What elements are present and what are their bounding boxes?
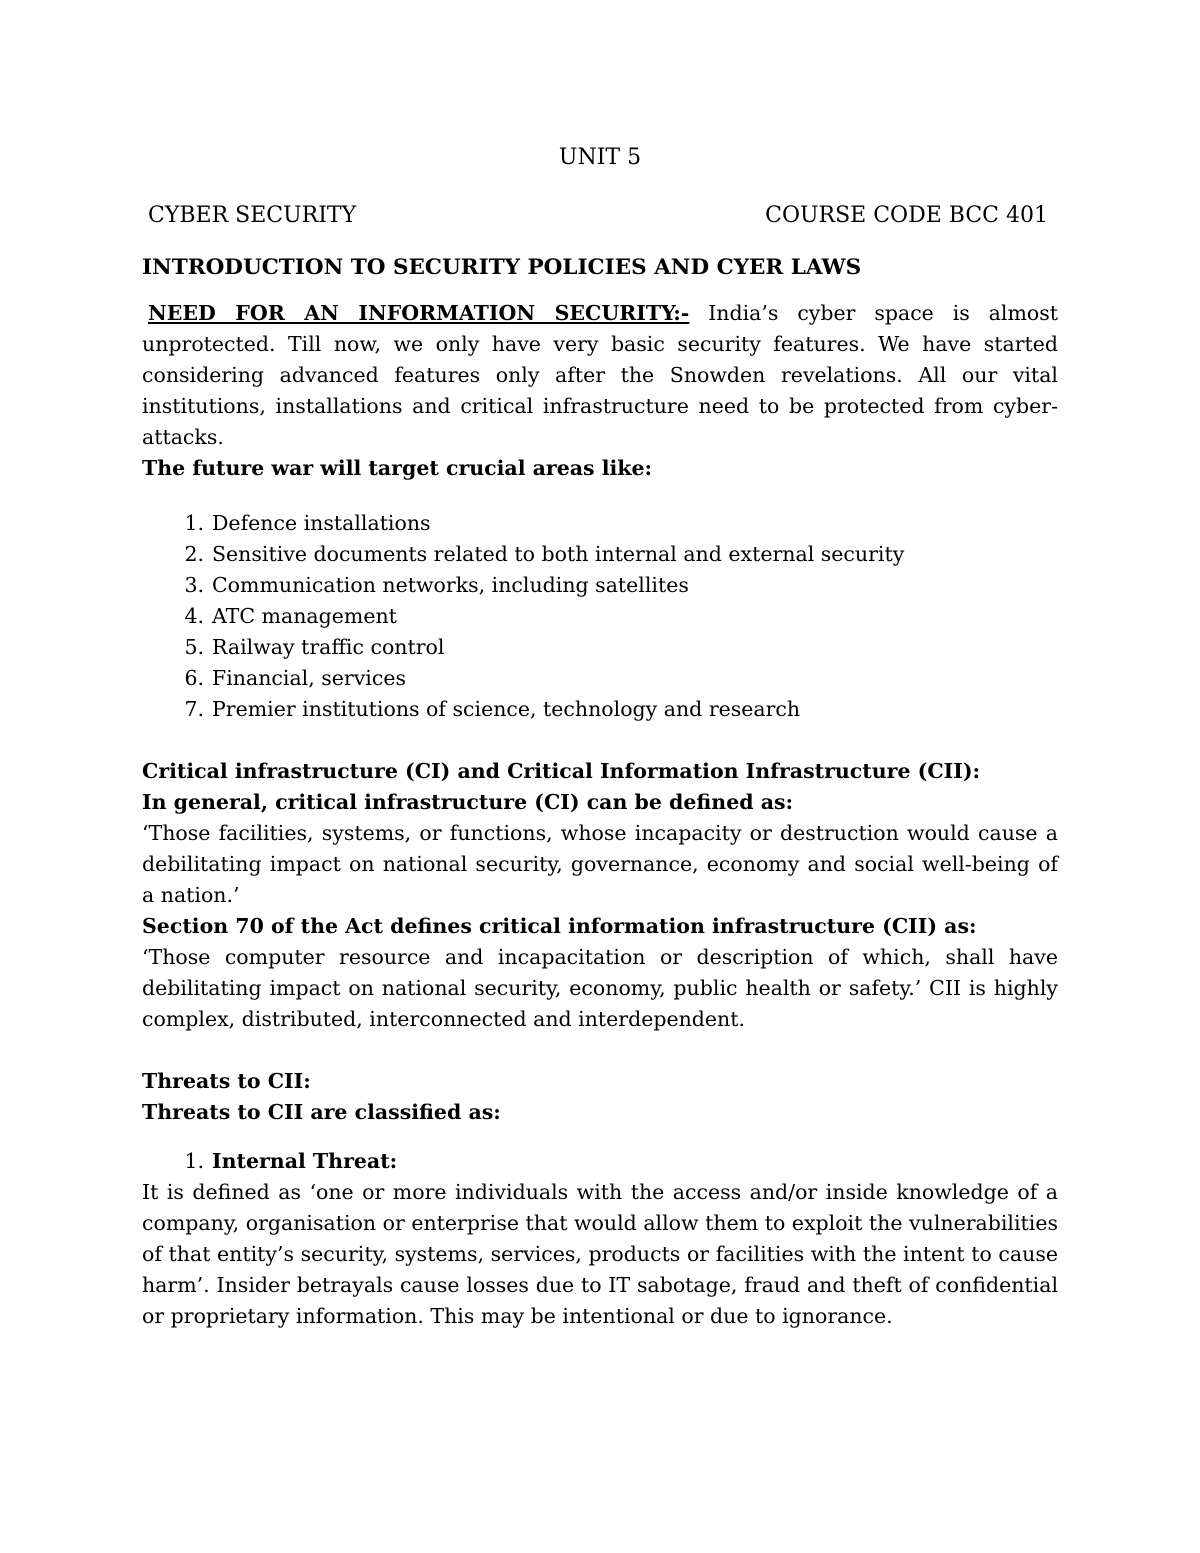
intro-title: INTRODUCTION TO SECURITY POLICIES AND CYER LAWS — [142, 255, 862, 280]
ci-heading: Critical infrastructure (CI) and Critical Information Infrastructure (CII): — [142, 759, 981, 783]
list-item — [142, 570, 1058, 601]
ci-subheading: In general, critical infrastructure (CI) can be defined as: — [142, 790, 794, 814]
ci-definition: ‘Those facilities, systems, or functions, whose incapacity or destruction would cause a debilitating impact on national security, governance, economy and social well-being of a nation.’ — [142, 821, 1058, 907]
list-text: Communication networks, including satellites — [212, 573, 689, 597]
spacer — [142, 1035, 1058, 1066]
list-number: 4. — [184, 604, 204, 628]
list-text: Railway traffic control — [212, 635, 445, 659]
section70-text: ‘Those computer resource and incapacitation or description of which, shall have debilitating impact on national security, economy, public health or safety.’ CII is highly complex, distributed, interconnected and interdependent. — [142, 945, 1058, 1031]
list-item — [142, 508, 1058, 539]
list-item — [142, 632, 1058, 663]
list-text: Financial, services — [212, 666, 406, 690]
list-text: Defence installations — [212, 511, 431, 535]
list-number: 1. — [184, 1149, 204, 1173]
course-header — [142, 198, 1058, 234]
unit-heading: UNIT 5 — [558, 145, 642, 170]
threat-item — [142, 1146, 1058, 1177]
threat-text: It is defined as ‘one or more individuals with the access and/or inside knowledge of a company, organisation or enterprise that would allow them to exploit the vulnerabilities of that entity’s security, systems, services, products or facilities with the intent to cause harm’. Insider betrayals cause losses due to IT sabotage, fraud and theft of confidential or proprietary information. This may be intentional or due to ignorance. — [142, 1180, 1058, 1328]
subject-title: CYBER SECURITY — [148, 203, 357, 228]
list-number: 5. — [184, 635, 204, 659]
list-item — [142, 539, 1058, 570]
threat-label: Internal Threat: — [212, 1149, 398, 1173]
list-text: Premier institutions of science, technology and research — [212, 697, 801, 721]
spacer — [142, 725, 1058, 756]
target-areas-list — [142, 508, 1058, 725]
list-number: 6. — [184, 666, 204, 690]
section70-heading: Section 70 of the Act defines critical information infrastructure (CII) as: — [142, 914, 977, 938]
list-number: 3. — [184, 573, 204, 597]
list-item — [142, 663, 1058, 694]
course-code: COURSE CODE BCC 401 — [765, 203, 1048, 228]
future-war-heading: The future war will target crucial areas like: — [142, 456, 653, 480]
list-text: Sensitive documents related to both internal and external security — [212, 542, 905, 566]
threats-heading: Threats to CII: — [142, 1069, 311, 1093]
list-number: 2. — [184, 542, 204, 566]
list-item — [142, 694, 1058, 725]
need-text: India’s cyber space is almost unprotected. Till now, we only have very basic security features. We have started considering advanced features only after the Snowden revelations. All our vital institutions, installations and critical infrastructure need to be protected from cyber-attacks. — [142, 301, 1058, 449]
list-number: 7. — [184, 697, 204, 721]
need-paragraph — [142, 298, 1058, 453]
list-item — [142, 601, 1058, 632]
need-label: NEED FOR AN INFORMATION SECURITY:- — [148, 301, 690, 325]
list-number: 1. — [184, 511, 204, 535]
list-text: ATC management — [212, 604, 397, 628]
threats-subheading: Threats to CII are classified as: — [142, 1100, 501, 1124]
document-page — [142, 140, 1058, 1332]
